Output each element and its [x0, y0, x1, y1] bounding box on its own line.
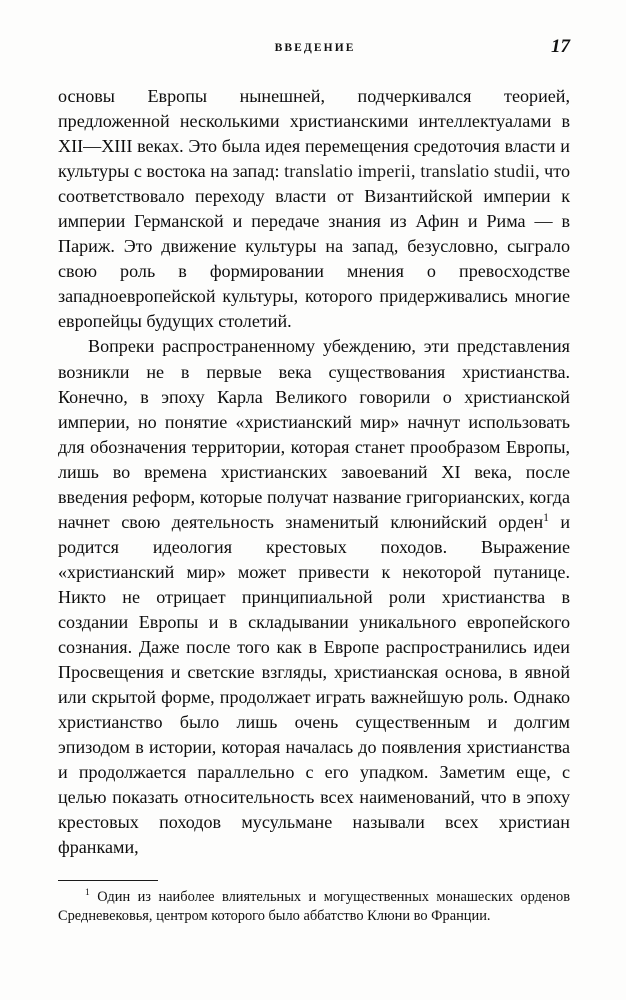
body-text-block — [58, 84, 570, 860]
footnote-reference-marker[interactable]: 1 — [543, 511, 549, 524]
footnote-separator-rule — [58, 880, 158, 881]
footnote-area — [58, 880, 570, 927]
latin-phrase: translatio imperii, translatio studii — [284, 161, 536, 182]
page-number: 17 — [551, 36, 570, 57]
footnote-entry: $^1$ Один из наиболее влиятельных и могущественных монашеских орденов Средневековья, центром которого было аббатство Клюни во Франции. — [58, 888, 570, 925]
running-head — [58, 36, 570, 64]
footnote-marker: 1 — [85, 888, 90, 899]
body-paragraph: основы Европы нынешней, подчеркивался теорией, предложенной несколькими христианскими интеллектуалами в XII—XIII веках. Это была идея перемещения средоточия власти и культуры с востока на запад: translatio imperii, translatio studii, что соответствовало переходу власти от Византийской империи к империи Германской и передаче знания из Афин и Рима — в Париж. Это движение культуры на запад, безусловно, сыграло свою роль в формировании мнения о превосходстве западноевропейской культуры, которого придерживались многие европейцы будущих столетий. — [58, 86, 570, 332]
body-paragraph: Вопреки распространенному убеждению, эти представления возникли не в первые века существования христианства. Конечно, в эпоху Карла Великого говорили о христианской империи, но понятие «христианский мир» начнут использовать для обозначения территории, которая станет прообразом Европы, лишь во времена христианских завоеваний XI века, после введения реформ, которые получат название григорианских, когда начнет свою деятельность знаменитый клюнийский орден$^1$ и родится идеология крестовых походов. Выражение «христианский мир» может привести к некоторой путанице. Никто не отрицает принципиальной роли христианства в создании Европы и в складывании уникального европейского сознания. Даже после того как в Европе распространились идеи Просвещения и светские взгляды, христианская основа, в явной или скрытой форме, продолжает играть важнейшую роль. Однако христианство было лишь очень существенным и долгим эпизодом в истории, которая началась до появления христианства и продолжается параллельно с его упадком. Заметим еще, с целью показать относительность всех наименований, что в эпоху крестовых походов мусульмане называли всех христиан франками, — [58, 336, 570, 858]
running-head-title: ВВЕДЕНИЕ — [274, 42, 356, 54]
